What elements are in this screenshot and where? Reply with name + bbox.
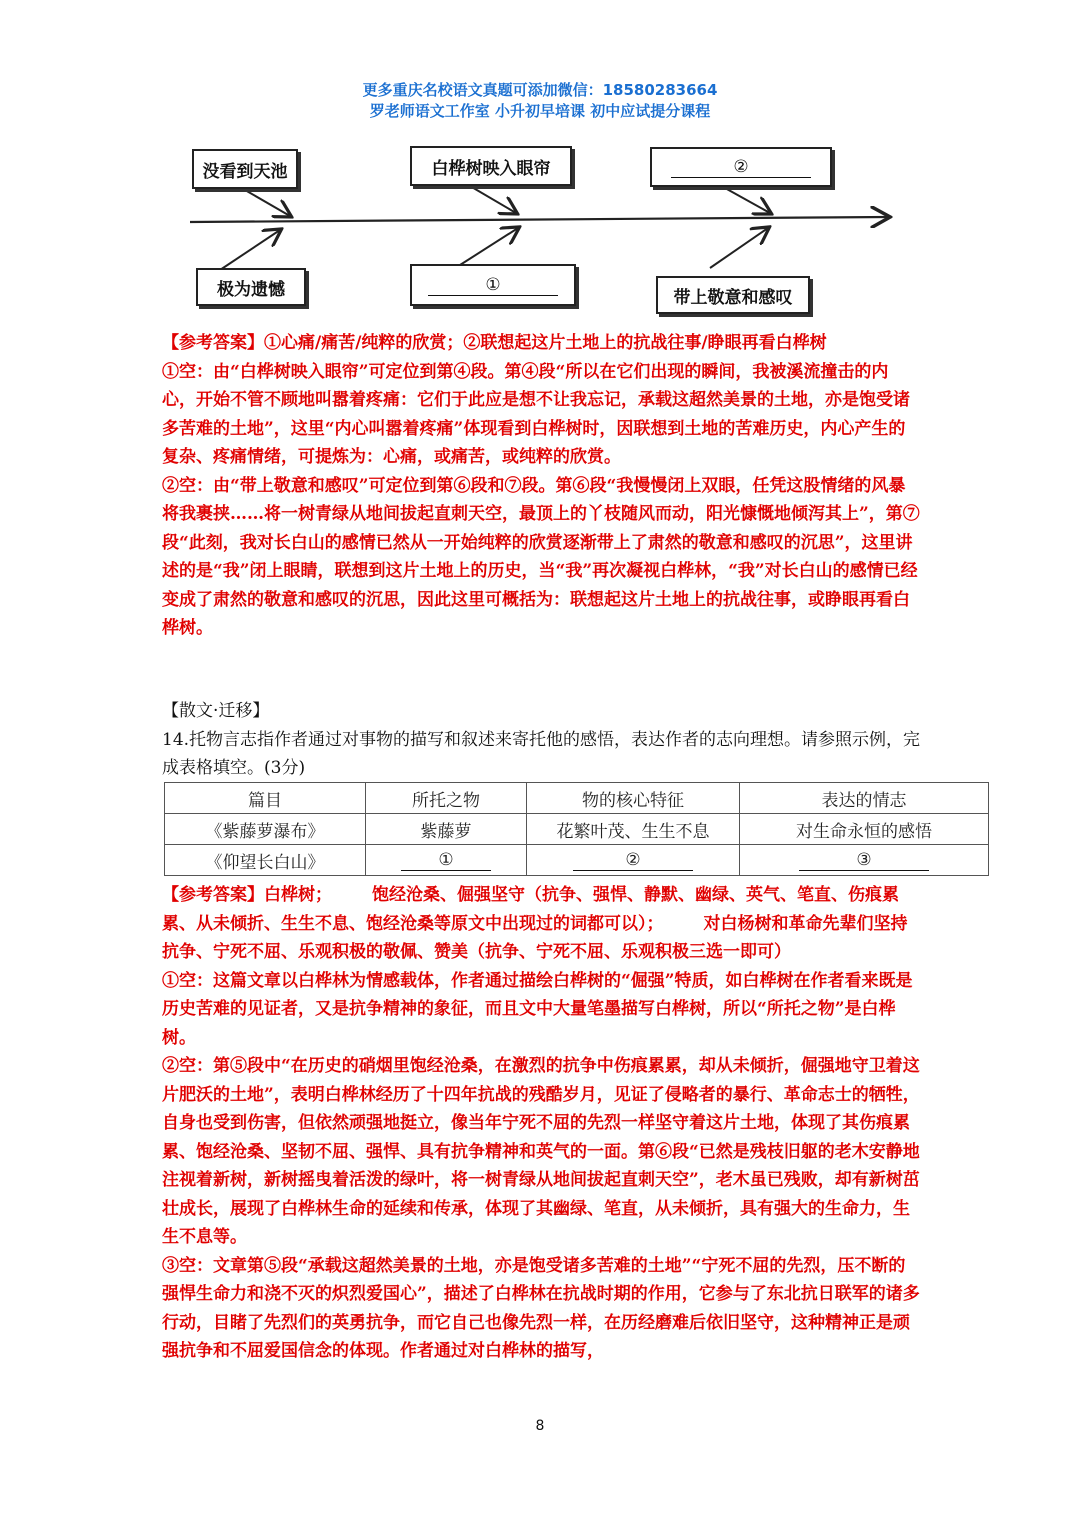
table-cell — [366, 845, 527, 876]
section-transfer — [162, 697, 922, 783]
answer-13 — [162, 329, 922, 643]
header-line-2: 罗老师语文工作室 小升初早培课 初中应试提分课程 — [369, 102, 711, 120]
box-respect-sigh: 带上敬意和感叹 — [656, 276, 810, 314]
table-cell: 《仰望长白山》 — [165, 845, 366, 876]
arrow-top-2 — [470, 186, 516, 213]
answer-14-explanation-3: ③空：文章第⑤段“承载这超然美景的土地，亦是饱受诸多苦难的土地”“宁死不屈的先烈，压不断的强悍生命力和浇不灭的炽烈爱国心”，描述了白桦林在抗战时期的作用，它参与了东北抗日联军的诸多行动，目睹了先烈们的英勇抗争，而它自己也像先烈一样，在历经磨难后依旧坚守，这种精神正是顽强抗争和不屈爱国信念的体现。作者通过对白桦林的描写， — [162, 1255, 920, 1361]
answer-13-summary — [162, 329, 922, 358]
timeline-diagram — [180, 140, 900, 315]
arrow-bottom-3 — [710, 228, 768, 268]
arrow-bottom-2 — [460, 228, 518, 265]
table-cell: 对生命永恒的感悟 — [740, 814, 989, 845]
table-cell — [740, 845, 989, 876]
section-heading: 【散文·迁移】 — [162, 701, 270, 721]
question-14: 14.托物言志指作者通过对事物的描写和叙述来寄托他的感悟，表达作者的志向理想。请参照示例，完成表格填空。(3分) — [162, 729, 921, 778]
box-regret: 极为遗憾 — [196, 268, 306, 306]
answer-14-title: 【参考答案】 — [162, 885, 264, 905]
answer-14-explanation-2: ②空：第⑤段中“在历史的硝烟里饱经沧桑，在激烈的抗争中伤痕累累，却从未倾折，倔强地守卫着这片肥沃的土地”，表明白桦林经历了十四年抗战的残酷岁月，见证了侵略者的暴行、革命志士的牺牲，自身也受到伤害，但依然顽强地挺立，像当年宁死不屈的先烈一样坚守着这片土地，体现了其伤痕累累、饱经沧桑、坚韧不屈、强悍、具有抗争精神和英气的一面。第⑥段“已然是残枝旧躯的老木安静地注视着新树，新树摇曳着活泼的绿叶，将一树青绿从地间拔起直刺天空”，老木虽已残败，却有新树茁壮成长，展现了白桦林生命的延续和传承，体现了其幽绿、笔直，从未倾折，具有强大的生命力，生生不息等。 — [162, 1056, 920, 1247]
box-blank-1 — [410, 264, 576, 306]
answer-14 — [162, 881, 922, 1366]
fill-table — [164, 782, 989, 876]
blank-2: ② — [671, 157, 811, 178]
blank-1: ① — [428, 275, 558, 296]
arrow-top-1 — [245, 190, 290, 216]
table-header: 篇目 — [165, 783, 366, 814]
answer-14-a3: 对白杨树和革命先辈们坚持抗争、宁死不屈、乐观积极的敬佩、赞美（抗争、宁死不屈、乐观积极三选一即可） — [162, 913, 908, 962]
arrow-top-3 — [725, 188, 770, 213]
table-cell: 《紫藤萝瀑布》 — [165, 814, 366, 845]
answer-14-a1: 白桦树； — [264, 885, 332, 905]
box-blank-2 — [650, 147, 832, 187]
table-header: 表达的情志 — [740, 783, 989, 814]
table-row — [165, 845, 989, 876]
page-header — [0, 80, 1080, 122]
table-blank-3: ③ — [799, 850, 929, 871]
timeline-main-arrow — [190, 217, 888, 222]
table-header: 物的核心特征 — [527, 783, 740, 814]
table-cell: 花繁叶茂、生生不息 — [527, 814, 740, 845]
page-number: 8 — [535, 1418, 545, 1434]
table-row — [165, 814, 989, 845]
header-line-1: 更多重庆名校语文真题可添加微信：18580283664 — [362, 81, 718, 99]
table-cell — [527, 845, 740, 876]
answer-14-explanation-1: ①空：这篇文章以白桦林为情感载体，作者通过描绘白桦树的“倔强”特质，如白桦树在作者看来既是历史苦难的见证者，又是抗争精神的象征，而且文中大量笔墨描写白桦树，所以“所托之物”是白桦树。 — [162, 970, 913, 1048]
answer-14-a2: 饱经沧桑、倔强坚守（抗争、强悍、静默、幽绿、英气、笔直、伤痕累累、从未倾折、生生不息、饱经沧桑等原文中出现过的词都可以）； — [162, 885, 899, 934]
table-blank-2: ② — [573, 850, 693, 871]
answer-13-title: 【参考答案】 — [162, 333, 264, 353]
answer-13-explanation-2: ②空：由“带上敬意和感叹”可定位到第⑥段和⑦段。第⑥段“我慢慢闭上双眼，任凭这股情绪的风暴将我裹挟……将一树青绿从地间拔起直刺天空，最顶上的丫枝随风而动，阳光慷慨地倾泻其上”，第⑦段“此刻，我对长白山的感情已然从一开始纯粹的欣赏逐渐带上了肃然的敬意和感叹的沉思”，这里讲述的是“我”闭上眼睛，联想到这片土地上的历史，当“我”再次凝视白桦林，“我”对长白山的感情已经变成了肃然的敬意和感叹的沉思，因此这里可概括为：联想起这片土地上的抗战往事，或睁眼再看白桦树。 — [162, 475, 920, 638]
arrow-bottom-1 — [220, 230, 280, 270]
table-header-row — [165, 783, 989, 814]
box-birch-in-view: 白桦树映入眼帘 — [410, 146, 572, 186]
table-blank-1: ① — [401, 850, 491, 871]
box-no-tianchi: 没看到天池 — [192, 149, 298, 189]
table-header: 所托之物 — [366, 783, 527, 814]
answer-13-answer: ①心痛/痛苦/纯粹的欣赏；②联想起这片土地上的抗战往事/睁眼再看白桦树 — [264, 333, 827, 353]
table-cell: 紫藤萝 — [366, 814, 527, 845]
answer-14-summary — [162, 881, 922, 967]
answer-13-explanation-1: ①空：由“白桦树映入眼帘”可定位到第④段。第④段“所以在它们出现的瞬间，我被溪流撞击的内心，开始不管不顾地叫嚣着疼痛：它们于此应是想不让我忘记，承载这超然美景的土地，亦是饱受诸多苦难的土地”，这里“内心叫嚣着疼痛”体现看到白桦树时，因联想到土地的苦难历史，内心产生的复杂、疼痛情绪，可提炼为：心痛，或痛苦，或纯粹的欣赏。 — [162, 361, 910, 467]
